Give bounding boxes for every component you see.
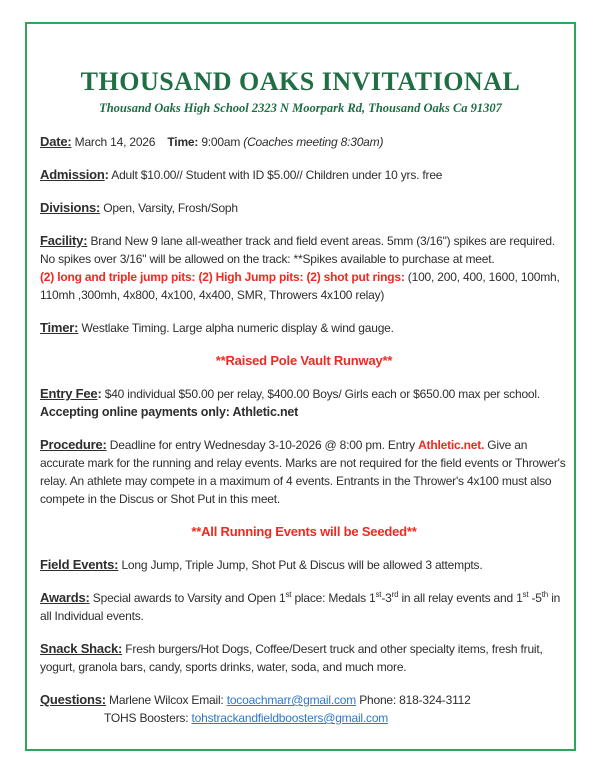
page-border [25, 22, 576, 751]
awards-label: Awards: [40, 590, 90, 605]
facility-events-list: (100, 200, 400, 1600, 100mh, 110mh ,300mh, 4x800, 4x100, 4x400, SMR, Throwers 4x100 relay) [40, 270, 560, 302]
snack-shack-value: Fresh burgers/Hot Dogs, Coffee/Desert truck and other specialty items, fresh fruit, yogurt, granola bars, candy, sports drinks, water, soda, and much more. [40, 642, 543, 674]
admission-label: Admission [40, 167, 105, 182]
date-line [40, 133, 568, 151]
flyer-content [40, 133, 568, 727]
admission-value: Adult $10.00// Student with ID $5.00// Children under 10 yrs. free [111, 168, 443, 182]
awards-section [40, 589, 568, 625]
facility-text: Brand New 9 lane all-weather track and field event areas. 5mm (3/16") spikes are required. No spikes over 3/16" will be allowed on the track: **Spikes available to purchase at meet. [40, 234, 555, 266]
boosters-label: TOHS Boosters: [104, 711, 189, 725]
admission-colon: : [104, 167, 109, 182]
divisions-value: Open, Varsity, Frosh/Soph [103, 201, 238, 215]
online-payments-note: Accepting online payments only: Athletic.net [40, 405, 299, 419]
date-value: March 14, 2026 [74, 135, 156, 149]
awards-sup-4: st [522, 590, 529, 599]
procedure-text-after: Give an accurate mark for the running and relay events. Marks are not required for the field events or Thrower's relay. An athlete may compete in a maximum of 4 events. Entrants in the Thrower's 4x100 must also compete in the Discus or Shot Put in this meet. [40, 438, 566, 506]
phone-number: 818-324-3112 [399, 693, 471, 707]
questions-section [40, 691, 568, 727]
awards-text-2: place: Medals 1 [291, 591, 376, 605]
athletic-net-highlight: Athletic.net. [418, 438, 485, 452]
facility-pits-highlight: (2) long and triple jump pits: (2) High Jump pits: (2) shot put rings: [40, 270, 405, 284]
entry-fee-section [40, 385, 568, 421]
awards-text-5: -5 [528, 591, 542, 605]
facility-label: Facility: [40, 233, 88, 248]
awards-sup-5: th [541, 590, 549, 599]
field-events-value: Long Jump, Triple Jump, Shot Put & Discus will be allowed 3 attempts. [121, 558, 483, 572]
page-subtitle: Thousand Oaks High School 2323 N Moorpark Rd, Thousand Oaks Ca 91307 [99, 101, 502, 115]
time-value: 9:00am [201, 135, 241, 149]
entry-fee-value: $40 individual $50.00 per relay, $400.00 Boys/ Girls each or $650.00 max per school. [104, 387, 540, 401]
procedure-text-before: Deadline for entry Wednesday 3-10-2026 @ 8:00 pm. Entry [109, 438, 415, 452]
questions-line-2 [40, 709, 568, 727]
time-label: Time: [167, 135, 199, 149]
snack-shack-section [40, 640, 568, 676]
date-label: Date: [40, 134, 72, 149]
contact-name: Marlene Wilcox Email: [109, 693, 224, 707]
coach-email-link[interactable]: tocoachmarr@gmail.com [226, 693, 357, 707]
procedure-section [40, 436, 568, 508]
questions-line-1 [40, 691, 568, 709]
coaches-meeting-note: (Coaches meeting 8:30am) [243, 135, 384, 149]
entry-fee-colon: : [97, 386, 102, 401]
questions-label: Questions: [40, 692, 106, 707]
awards-sup-1: st [285, 590, 292, 599]
divisions-line [40, 199, 568, 217]
page-title: THOUSAND OAKS INVITATIONAL [80, 67, 521, 96]
awards-text-1: Special awards to Varsity and Open 1 [92, 591, 286, 605]
field-events-label: Field Events: [40, 557, 119, 572]
procedure-label: Procedure: [40, 437, 107, 452]
timer-line [40, 319, 568, 337]
facility-section [40, 232, 568, 304]
seeded-events-banner: **All Running Events will be Seeded** [191, 524, 417, 539]
admission-line [40, 166, 568, 184]
awards-sup-3: rd [391, 590, 399, 599]
timer-label: Timer: [40, 320, 79, 335]
boosters-email-link[interactable]: tohstrackandfieldboosters@gmail.com [191, 711, 389, 725]
snack-shack-label: Snack Shack: [40, 641, 123, 656]
awards-text-4: in all relay events and 1 [398, 591, 523, 605]
entry-fee-label: Entry Fee [40, 386, 98, 401]
pole-vault-banner: **Raised Pole Vault Runway** [215, 353, 393, 368]
awards-sup-2: st [375, 590, 382, 599]
timer-value: Westlake Timing. Large alpha numeric display & wind gauge. [81, 321, 394, 335]
awards-text-3: -3 [381, 591, 392, 605]
awards-text-6: in all Individual events. [40, 591, 561, 623]
divisions-label: Divisions: [40, 200, 101, 215]
field-events-line [40, 556, 568, 574]
phone-label: Phone: [359, 693, 397, 707]
